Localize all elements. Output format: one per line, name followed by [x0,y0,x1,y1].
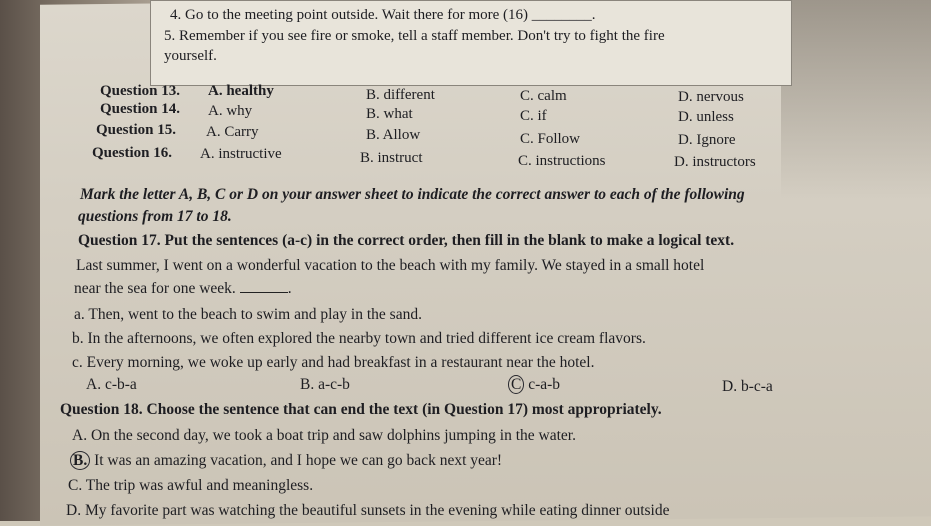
q17-sentence-b: b. In the afternoons, we often explored the nearby town and tried different ice cream flavors. [72,330,646,347]
q18-option-d: D. My favorite part was watching the beautiful sunsets in the evening while eating dinner outside [66,502,670,519]
box-line-4: 4. Go to the meeting point outside. Wait there for more (16) ________. [170,7,596,23]
q13-label: Question 13. [100,83,181,99]
q16-option-b: B. instruct [360,150,423,166]
q17-sentence-a: a. Then, went to the beach to swim and play in the sand. [74,306,422,323]
q17-sentence-c: c. Every morning, we woke up early and had breakfast in a restaurant near the hotel. [72,354,595,371]
background-right-shadow [781,0,931,200]
q14-option-a: A. why [208,103,253,119]
q16-option-c: C. instructions [518,153,606,169]
q17-text-after-blank: . [287,280,292,297]
q18-option-b-circle-mark: B. [70,451,90,470]
q17-option-a: A. c-b-a [86,376,137,393]
q13-option-c: C. calm [520,88,567,104]
instruction-line-2: questions from 17 to 18. [78,208,232,225]
q17-option-d: D. b-c-a [722,378,773,395]
q13-option-a: A. healthy [208,83,274,99]
q18-option-b [70,452,502,470]
q15-option-d: D. Ignore [678,132,736,148]
q18-option-c: C. The trip was awful and meaningless. [68,477,314,494]
q15-label: Question 15. [96,122,177,138]
q13-option-d: D. nervous [678,89,744,105]
q18-option-b-text: It was an amazing vacation, and I hope we can go back next year! [94,452,503,469]
q17-option-b: B. a-c-b [300,376,350,393]
q17-text-line-1: Last summer, I went on a wonderful vacation to the beach with my family. We stayed in a small hotel [76,257,705,274]
box-line-5a: 5. Remember if you see fire or smoke, tell a staff member. Don't try to fight the fire [164,28,665,44]
q17-title: Question 17. Put the sentences (a-c) in the correct order, then fill in the blank to make a logical text. [78,232,735,249]
q17-option-c-circle-mark: C [508,375,524,394]
q14-label: Question 14. [100,101,181,117]
instruction-line-1: Mark the letter A, B, C or D on your answer sheet to indicate the correct answer to each of the following [80,186,745,203]
q17-text-before-blank: near the sea for one week. [74,280,236,297]
q16-option-d: D. instructors [674,154,756,170]
q15-option-b: B. Allow [366,127,421,143]
q14-option-d: D. unless [678,109,734,125]
q16-option-a: A. instructive [200,146,282,162]
q13-option-b: B. different [366,87,435,103]
q17-blank [240,292,288,293]
q15-option-a: A. Carry [206,124,259,140]
q17-option-c [508,376,560,394]
q14-option-c: C. if [520,108,547,124]
q17-option-c-text: c-a-b [528,376,561,393]
q14-option-b: B. what [366,106,413,122]
box-line-5b: yourself. [164,48,217,64]
q15-option-c: C. Follow [520,131,581,147]
q18-title: Question 18. Choose the sentence that can end the text (in Question 17) most appropriately. [60,401,662,418]
q16-label: Question 16. [92,145,173,161]
q17-text-line-2 [74,280,292,298]
q18-option-a: A. On the second day, we took a boat trip and saw dolphins jumping in the water. [72,427,576,444]
